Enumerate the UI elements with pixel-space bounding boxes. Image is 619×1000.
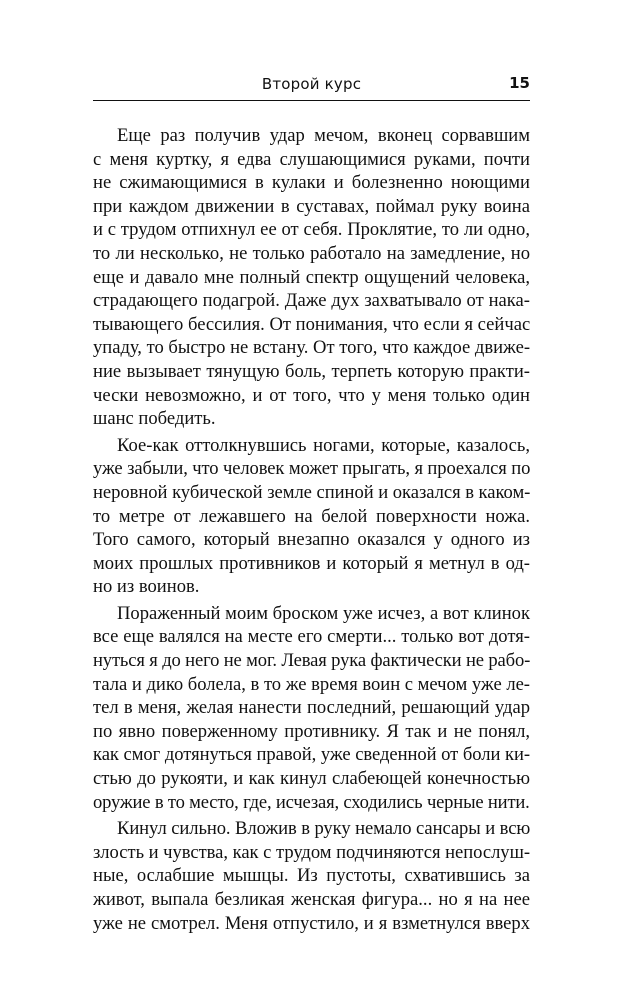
text-line: Пораженный моим броском уже исчез, а вот клинок <box>117 602 530 624</box>
header-rule <box>93 100 530 101</box>
text-line: упаду, то быстро не встану. От того, что каждое движе- <box>93 337 530 359</box>
body-text <box>93 124 530 935</box>
text-line: и с трудом отпихнул ее от себя. Проклятие, то ли одно, <box>93 219 530 241</box>
paragraph <box>93 124 530 431</box>
text-line: ные, ослабшие мышцы. Из пустоты, схватившись за <box>93 865 530 887</box>
text-line: шанс победить. <box>93 408 216 430</box>
text-line: чески невозможно, и от того, что у меня только один <box>93 384 530 406</box>
text-line: уже забыли, что человек может прыгать, я проехался по <box>93 458 531 480</box>
paragraph <box>93 602 530 814</box>
text-line: все еще валялся на месте его смерти... только вот дотя- <box>93 626 530 648</box>
paragraph <box>93 434 530 599</box>
text-line: то метре от лежавшего на белой поверхности ножа. <box>93 505 530 527</box>
text-line: моих прошлых противников и который я метнул в од- <box>93 552 530 574</box>
text-line: оружие в то место, где, исчезая, сходились черные нити. <box>93 791 530 813</box>
text-line: ние вызывает тянущую боль, терпеть которую практи- <box>93 360 530 382</box>
text-line: живот, выпала безликая женская фигура... но я на нее <box>93 889 530 910</box>
text-line: не сжимающимися в кулаки и болезненно ноющими <box>93 172 530 194</box>
page-number: 15 <box>509 74 530 92</box>
text-line: уже не смотрел. Меня отпустило, и я взметнулся вверх <box>93 912 530 934</box>
text-line: стью до рукояти, и как кинул слабеющей конечностью <box>93 768 530 790</box>
text-line: по явно поверженному противнику. Я так и не понял, <box>93 720 530 742</box>
text-line: но из воинов. <box>93 576 200 598</box>
running-head <box>93 72 530 98</box>
text-line: тел в меня, желая нанести последний, решающий удар <box>93 697 530 719</box>
paragraph <box>93 817 530 935</box>
text-line: нуться я до него не мог. Левая рука фактически не рабо- <box>93 650 531 672</box>
text-line: Того самого, который внезапно оказался у одного из <box>93 529 530 551</box>
text-line: злость и чувства, как с трудом подчиняются непослуш- <box>93 841 530 863</box>
text-line: еще и давало мне полный спектр ощущений человека, <box>93 266 530 288</box>
text-line: при каждом движении в суставах, поймал руку воина <box>93 195 530 217</box>
running-title: Второй курс <box>261 75 362 93</box>
text-line: с меня куртку, я едва слушающимися руками, почти <box>93 148 530 170</box>
text-line: тывающего бессилия. От понимания, что если я сейчас <box>93 313 531 335</box>
text-line: неровной кубической земле спиной и оказался в каком- <box>93 481 531 503</box>
text-line: как смог дотянуться правой, уже сведенной от боли ки- <box>93 744 530 766</box>
text-line: страдающего подагрой. Даже дух захватывало от нака- <box>93 290 530 312</box>
text-line: Еще раз получив удар мечом, вконец сорвавшим <box>117 125 530 146</box>
text-line: Кое-как оттолкнувшись ногами, которые, казалось, <box>117 434 530 456</box>
text-line: Кинул сильно. Вложив в руку немало сансары и всю <box>117 818 531 840</box>
text-line: то ли несколько, не только работало на замедление, но <box>93 242 530 264</box>
text-line: тала и дико болела, в то же время воин с мечом уже ле- <box>93 673 530 695</box>
